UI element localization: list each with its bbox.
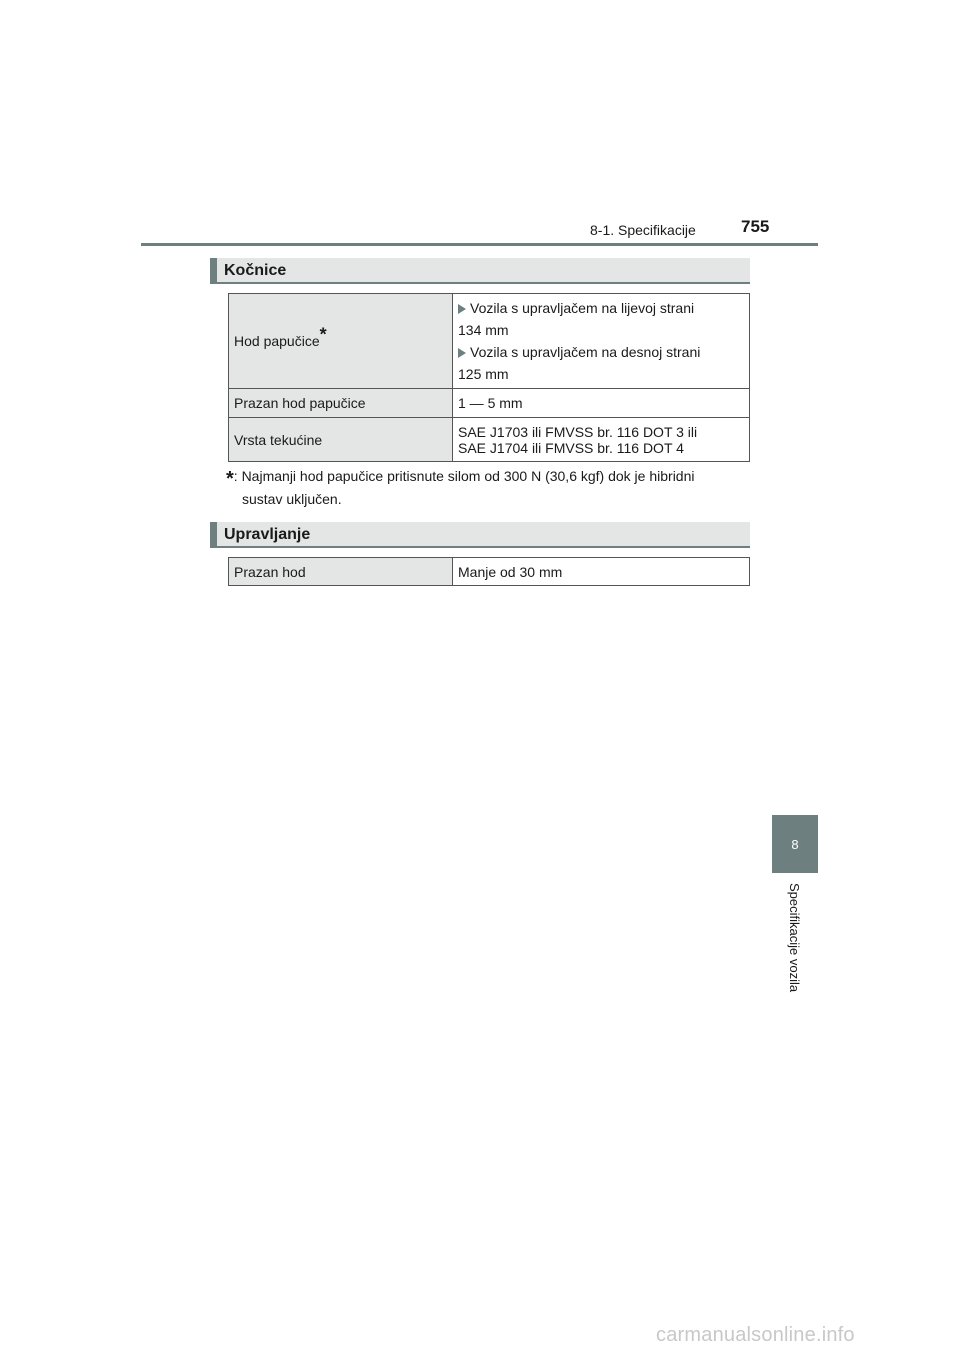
row-label: Vrsta tekućine: [229, 418, 453, 462]
heading-bar: [210, 522, 217, 546]
footnote-star: *: [226, 468, 234, 490]
row-label: [229, 294, 453, 389]
row-label: Prazan hod: [229, 558, 453, 586]
row-value: 1 — 5 mm: [453, 389, 750, 418]
header-rule: [141, 243, 818, 246]
brakes-footnote: [226, 466, 746, 509]
rhd-bullet: Vozila s upravljačem na desnoj strani: [458, 344, 744, 360]
chapter-number: 8: [791, 836, 799, 852]
row-label: Prazan hod papučice: [229, 389, 453, 418]
fluid-line-1: SAE J1703 ili FMVSS br. 116 DOT 3 ili: [458, 423, 698, 440]
rhd-value: 125 mm: [458, 366, 509, 382]
table-row: [229, 418, 750, 462]
section-label: 8-1. Specifikacije: [590, 222, 696, 238]
lhd-value: 134 mm: [458, 322, 509, 338]
watermark: carmanualsonline.info: [656, 1324, 855, 1346]
footnote-text-1: : Najmanji hod papučice pritisnute silom od 300 N (30,6 kgf) dok je hibridni: [233, 468, 695, 484]
row-value: [453, 418, 750, 462]
steering-table: [228, 557, 750, 586]
row-value: Manje od 30 mm: [453, 558, 750, 586]
brakes-heading: [210, 258, 750, 284]
brakes-table: [228, 293, 750, 462]
table-row: [229, 294, 750, 389]
steering-heading-title: Upravljanje: [224, 526, 311, 543]
triangle-bullet-icon: [458, 348, 466, 358]
chapter-title: Specifikacije vozila: [787, 883, 802, 993]
steering-heading: [210, 522, 750, 548]
table-row: [229, 558, 750, 586]
table-row: [229, 389, 750, 418]
chapter-tab: [772, 815, 818, 873]
page-number: 755: [741, 217, 770, 236]
pedal-travel-label: Hod papučice: [234, 333, 320, 349]
heading-bar: [210, 258, 217, 282]
footnote-mark: *: [319, 324, 327, 345]
row-value: [453, 294, 750, 389]
triangle-bullet-icon: [458, 304, 466, 314]
footnote-text-2: sustav uključen.: [242, 491, 342, 507]
lhd-bullet: Vozila s upravljačem na lijevoj strani: [458, 300, 744, 316]
brakes-heading-title: Kočnice: [224, 262, 287, 279]
fluid-line-2: SAE J1704 ili FMVSS br. 116 DOT 4: [458, 439, 684, 456]
